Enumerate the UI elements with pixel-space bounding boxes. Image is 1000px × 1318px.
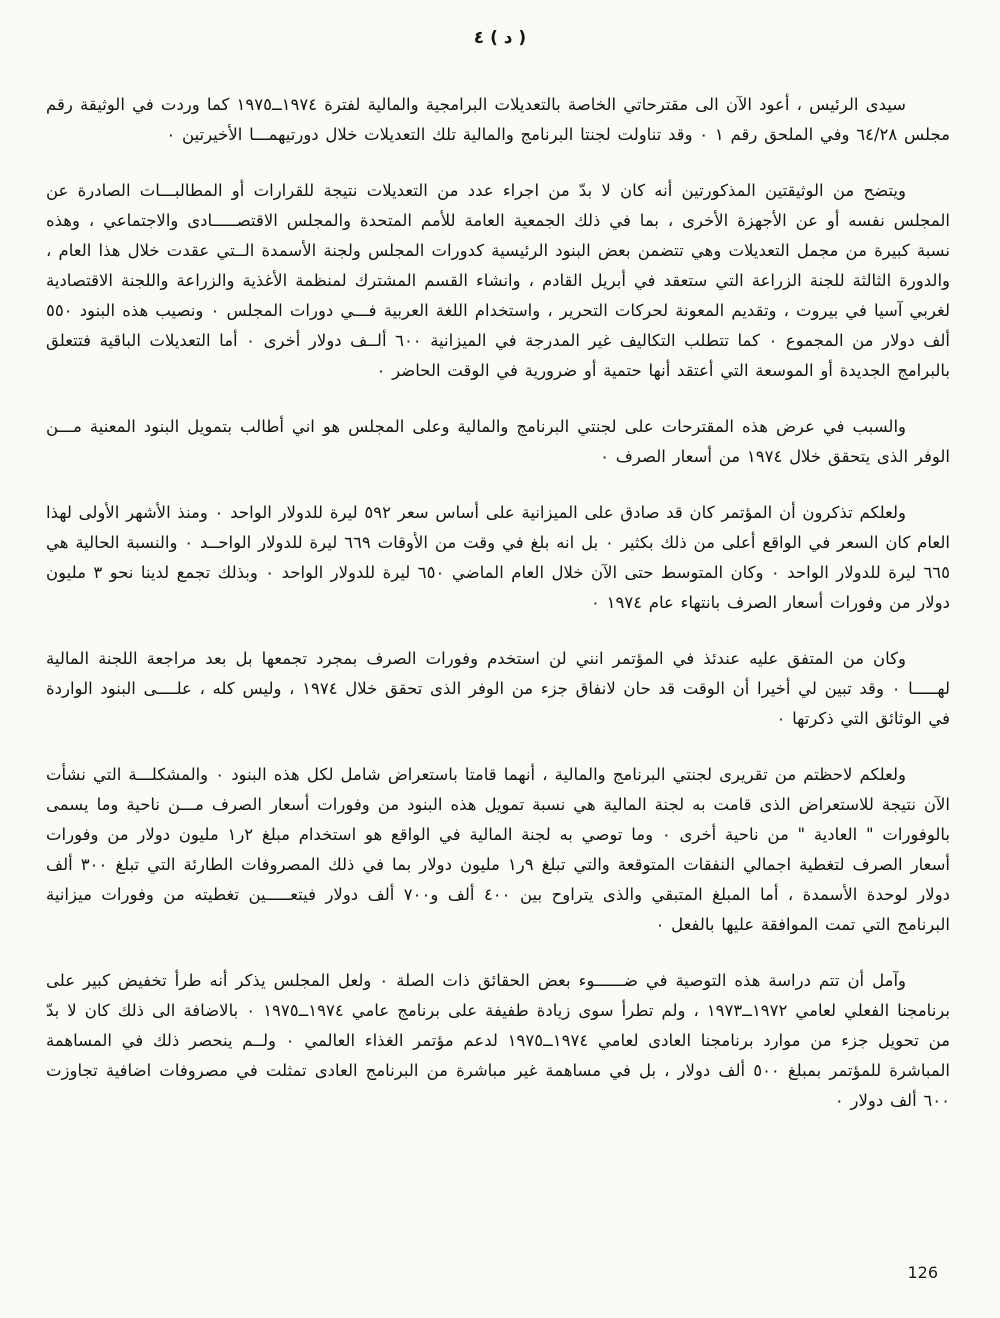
paragraph: ويتضح من الوثيقتين المذكورتين أنه كان لا بدّ من اجراء عدد من التعديلات نتيجة للقرارات أو المطالبـــات الصادرة عن المجلس نفسه أو عن الأجهزة الأخرى ، بما في ذلك الجمعية العامة للأمم المتحدة والمجلس الاقتصـــــادى والاجتماعي ، وهذه نسبة كبيرة من مجمل التعديلات وهي تتضمن بعض البنود الرئيسية كدورات المجلس ولجنة الأسمدة الــتي عقدت خلال هذا العام ، والدورة الثالثة للجنة الزراعة التي ستعقد في أبريل القادم ، وانشاء القسم المشترك لمنظمة الأغذية والزراعة واللجنة الاقتصادية لغربي آسيا في بيروت ، وتقديم المعونة لحركات التحرير ، واستخدام اللغة العربية فـــي دورات المجلس ٠ ونصيب هذه البنود ٥٥٠ ألف دولار من المجموع ٠ كما تتطلب التكاليف غير المدرجة في الميزانية ٦٠٠ ألــف دولار أخرى ٠ أما التعديلات الباقية فتتعلق بالبرامج الجديدة أو الموسعة التي أعتقد أنها حتمية أو ضرورية في الوقت الحاضر ٠ — [46, 181, 950, 380]
page-header: ( د ) ٤ — [473, 28, 527, 48]
page-number: 126 — [907, 1263, 938, 1282]
paragraph: وآمل أن تتم دراسة هذه التوصية في ضــــــوء بعض الحقائق ذات الصلة ٠ ولعل المجلس يذكر أنه طرأ تخفيض كبير على برنامجنا الفعلي لعامي ١٩٧٢ــ١٩٧٣ ، ولم تطرأ سوى زيادة طفيفة على برنامج عامي ١٩٧٤ــ١٩٧٥ ٠ بالاضافة الى ذلك كان لا بدّ من تحويل جزء من موارد برنامجنا العادى لعامي ١٩٧٤ــ١٩٧٥ لدعم مؤتمر الغذاء العالمي ٠ ولــم ينحصر ذلك في المساهمة المباشرة للمؤتمر بمبلغ ٥٠٠ ألف دولار ، بل في مساهمة غير مباشرة من البرنامج العادى تمثلت في مصروفات اضافية تجاوزت ٦٠٠ ألف دولار ٠ — [46, 971, 950, 1110]
document-body — [0, 48, 1000, 1116]
paragraph: وكان من المتفق عليه عندئذ في المؤتمر انني لن استخدم وفورات الصرف بمجرد تجمعها بل بعد مراجعة اللجنة المالية لهـــــا ٠ وقد تبين لي أخيرا أن الوقت قد حان لانفاق جزء من الوفر الذى تحقق خلال ١٩٧٤ ، وليس كله ، علــــى البنود الواردة في الوثائق التي ذكرتها ٠ — [46, 649, 951, 728]
paragraph: ولعلكم تذكرون أن المؤتمر كان قد صادق على الميزانية على أساس سعر ٥٩٢ ليرة للدولار الواحد ٠ ومنذ الأشهر الأولى لهذا العام كان السعر في الواقع أعلى من ذلك بكثير ٠ بل انه بلغ في وقت من الأوقات ٦٦٩ ليرة للدولار الواحــد ٠ والنسبة الحالية هي ٦٦٥ ليرة للدولار الواحد ٠ وكان المتوسط حتى الآن خلال العام الماضي ٦٥٠ ليرة للدولار الواحد ٠ وبذلك تجمع لدينا نحو ٣ مليون دولار من وفورات أسعار الصرف بانتهاء عام ١٩٧٤ ٠ — [46, 503, 951, 612]
paragraph: سيدى الرئيس ، أعود الآن الى مقترحاتي الخاصة بالتعديلات البرامجية والمالية لفترة ١٩٧٤ــ١٩٧٥ كما وردت في الوثيقة رقم مجلس ٦٤/٢٨ وفي الملحق رقم ١ ٠ وقد تناولت لجنتا البرنامج والمالية تلك التعديلات خلال دورتيهمـــا الأخيرتين ٠ — [46, 95, 950, 144]
paragraph: ولعلكم لاحظتم من تقريرى لجنتي البرنامج والمالية ، أنهما قامتا باستعراض شامل لكل هذه البنود ٠ والمشكلـــة التي نشأت الآن نتيجة للاستعراض الذى قامت به لجنة المالية هي نسبة تمويل هذه البنود من وفورات أسعار الصرف مـــن ناحية وما يسمى بالوفورات " العادية " من ناحية أخرى ٠ وما توصي به لجنة المالية في الواقع هو استخدام مبلغ ٢ر١ مليون دولار من وفورات أسعار الصرف لتغطية اجمالي النفقات المتوقعة والتي تبلغ ٩ر١ مليون دولار بما في ذلك المصروفات الطارئة التي تبلغ ٣٠٠ ألف دولار لوحدة الأسمدة ، أما المبلغ المتبقي والذى يتراوح بين ٤٠٠ ألف و٧٠٠ ألف دولار فيتعـــــين تغطيته من وفورات ميزانية البرنامج التي تمت الموافقة عليها بالفعل ٠ — [46, 765, 951, 934]
paragraph: والسبب في عرض هذه المقترحات على لجنتي البرنامج والمالية وعلى المجلس هو اني أطالب بتمويل البنود المعنية مـــن الوفر الذى يتحقق خلال ١٩٧٤ من أسعار الصرف ٠ — [46, 417, 950, 466]
